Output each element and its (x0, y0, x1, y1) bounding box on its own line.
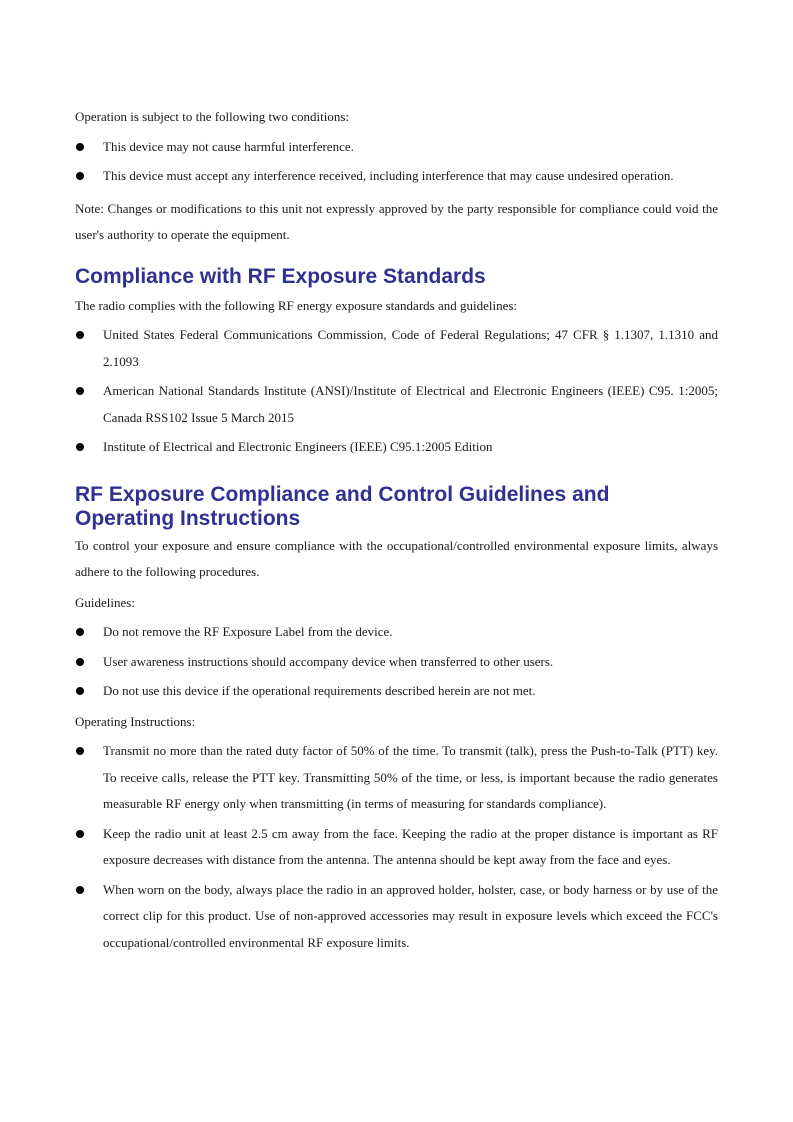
list-item: This device may not cause harmful interference. (75, 134, 718, 161)
list-item: Do not use this device if the operational requirements described herein are not met. (75, 678, 718, 705)
instructions-label: Operating Instructions: (75, 713, 196, 729)
rf-standards-list (75, 322, 718, 461)
conditions-list (75, 134, 718, 190)
bullet-icon (76, 628, 84, 636)
bullet-icon (76, 687, 84, 695)
list-item: Keep the radio unit at least 2.5 cm away from the face. Keeping the radio at the proper distance is important as RF exposure decreases with distance from the antenna. The antenna should be kept away from the face and eyes. (75, 821, 718, 874)
list-item: American National Standards Institute (ANSI)/Institute of Electrical and Electronic Engineers (IEEE) C95. 1:2005; Canada RSS102 Issue 5 March 2015 (75, 378, 718, 431)
note-paragraph: Note: Changes or modifications to this unit not expressly approved by the party responsible for compliance could void the user's authority to operate the equipment. (75, 200, 718, 242)
heading-line: RF Exposure Compliance and Control Guidelines and (75, 482, 610, 506)
instructions-list (75, 738, 718, 956)
document-page (75, 104, 718, 956)
bullet-icon (76, 387, 84, 395)
list-item: When worn on the body, always place the radio in an approved holder, holster, case, or body harness or by use of the correct clip for this product. Use of non-approved accessories may result in exposure levels which exceed the FCC's occupational/controlled environmental RF exposure limits. (75, 877, 718, 957)
list-item: Transmit no more than the rated duty factor of 50% of the time. To transmit (talk), press the Push-to-Talk (PTT) key. To receive calls, release the PTT key. Transmitting 50% of the time, or less, is important because the radio generates measurable RF energy only when transmitting (in terms of measuring for standards compliance). (75, 738, 718, 818)
list-item: Institute of Electrical and Electronic Engineers (IEEE) C95.1:2005 Edition (75, 434, 718, 461)
bullet-icon (76, 830, 84, 838)
section-heading-rf-standards: Compliance with RF Exposure Standards (75, 264, 486, 288)
bullet-icon (76, 172, 84, 180)
rf-control-lead: To control your exposure and ensure compliance with the occupational/controlled environmental exposure limits, always adhere to the following procedures. (75, 537, 718, 579)
bullet-icon (76, 747, 84, 755)
bullet-icon (76, 143, 84, 151)
list-item: This device must accept any interference received, including interference that may cause undesired operation. (75, 163, 718, 190)
conditions-lead: Operation is subject to the following two conditions: (75, 109, 350, 124)
list-item: User awareness instructions should accompany device when transferred to other users. (75, 649, 718, 676)
bullet-icon (76, 331, 84, 339)
bullet-icon (76, 443, 84, 451)
guidelines-label: Guidelines: (75, 594, 135, 610)
bullet-icon (76, 658, 84, 666)
bullet-icon (76, 886, 84, 894)
rf-standards-lead: The radio complies with the following RF energy exposure standards and guidelines: (75, 297, 518, 313)
heading-line: Operating Instructions (75, 506, 301, 530)
list-item: United States Federal Communications Commission, Code of Federal Regulations; 47 CFR § 1.1307, 1.1310 and 2.1093 (75, 322, 718, 375)
list-item: Do not remove the RF Exposure Label from the device. (75, 619, 718, 646)
section-heading-rf-control (75, 483, 718, 531)
guidelines-list (75, 619, 718, 705)
